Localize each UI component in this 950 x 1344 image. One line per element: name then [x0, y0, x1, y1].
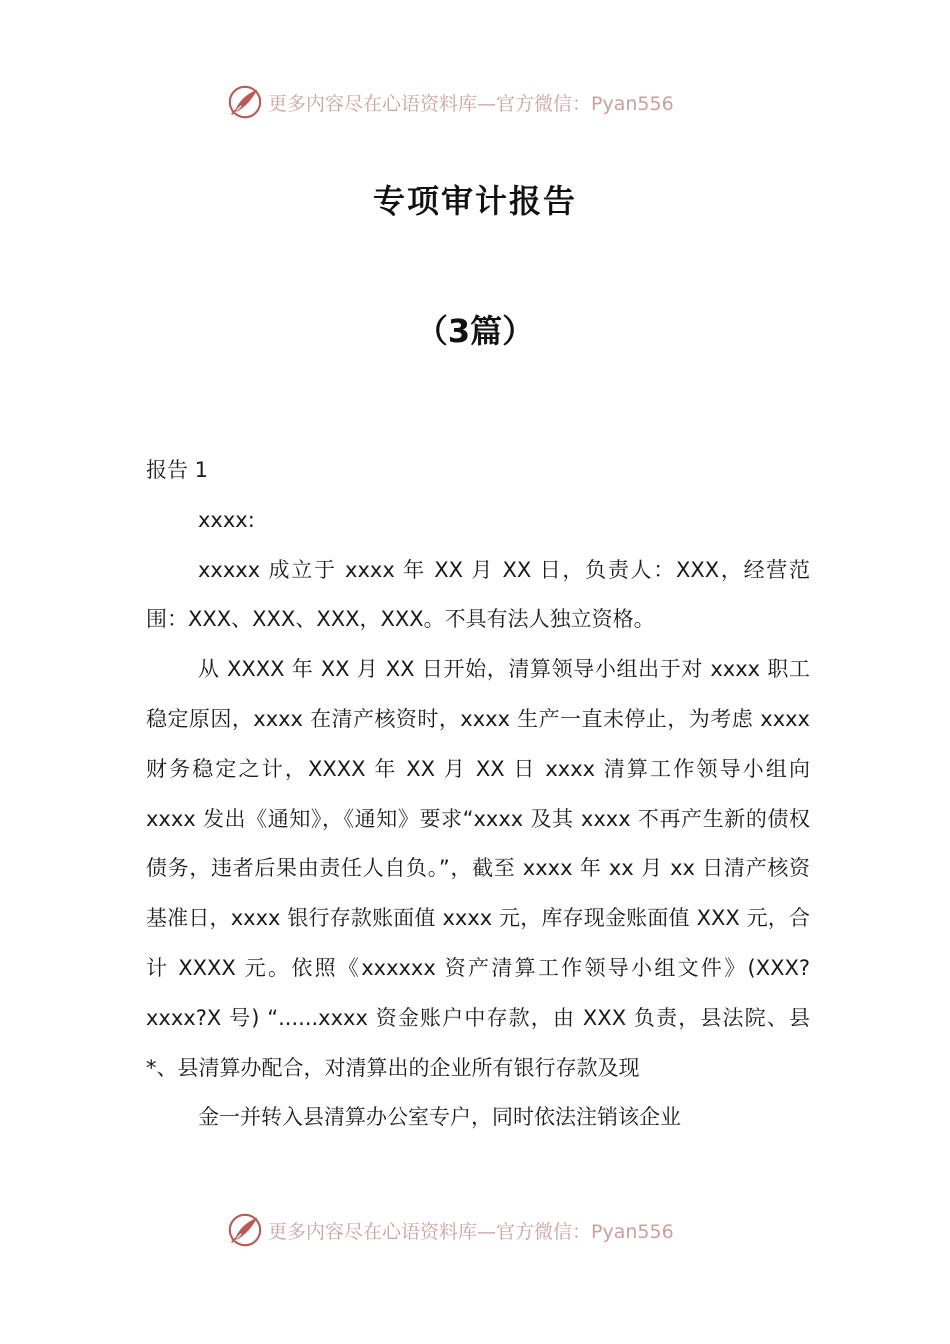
salutation: xxxx: — [198, 507, 255, 532]
paragraph-3: 金一并转入县清算办公室专户，同时依法注销该企业 — [198, 1105, 681, 1130]
paragraph-2: 从 XXXX 年 XX 月 XX 日开始，清算领导小组出于对 xxxx 职工稳定原因，xxxx 在清产核资时，xxxx 生产一直未停止，为考虑 xxxx 财务稳定之计，XXXX 年 XX 月 XX 日 xxxx 清算工作领导小组向 xxxx 发出《通知》，《通知》要求“xxxx 及其 xxxx 不再产生新的债权债务，违者后果由责任人自负。”，截至 xxxx 年 xx 月 xx 日清产核资基准日，xxxx 银行存款账面值 xxxx 元，库存现金账面值 XXX 元，合计 XXXX 元。依照《xxxxxx 资产清算工作领导小组文件》(XXX?xxxx?X 号) “......xxxx 资金账户中存款，由 XXX 负责，县法院、县*、县清算办配合，对清算出的企业所有银行存款及现 — [146, 657, 810, 1080]
document-body — [146, 446, 810, 1143]
footer-banner — [226, 1208, 726, 1252]
document-title: 专项审计报告 — [372, 182, 577, 220]
quill-logo-icon — [226, 83, 264, 121]
wechat-id: Pyan556 — [591, 92, 674, 115]
paragraph-1: xxxxx 成立于 xxxx 年 XX 月 XX 日，负责人：XXX，经营范围：XXX、XXX、XXX，XXX。不具有法人独立资格。 — [146, 557, 810, 632]
quill-logo-icon — [226, 1211, 264, 1249]
banner-text: 更多内容尽在心语资料库—官方微信：Pyan556 — [268, 1220, 674, 1243]
report-label: 报告 1 — [146, 458, 209, 482]
wechat-id: Pyan556 — [591, 1220, 674, 1243]
document-subtitle: （3篇） — [415, 312, 535, 350]
header-banner — [226, 80, 726, 124]
banner-text: 更多内容尽在心语资料库—官方微信：Pyan556 — [268, 92, 674, 115]
